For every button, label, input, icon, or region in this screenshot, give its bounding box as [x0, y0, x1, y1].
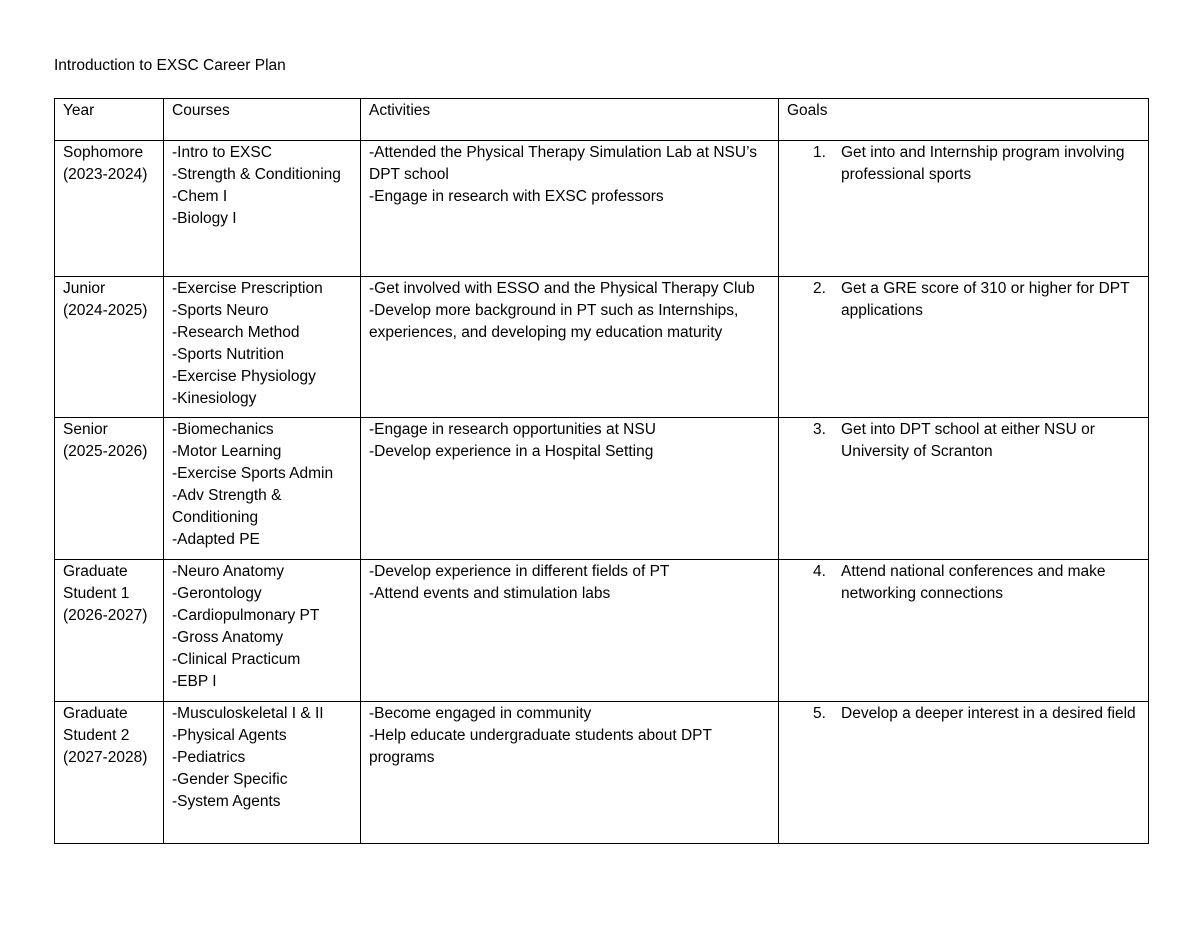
- goals-cell: [779, 418, 1149, 560]
- goal-text: Develop a deeper interest in a desired field: [841, 705, 1136, 722]
- year-cell: [55, 418, 164, 560]
- course-item: -Adapted PE: [172, 531, 260, 548]
- year-line: (2024-2025): [63, 302, 148, 319]
- goal-number: 1.: [813, 144, 826, 161]
- activities-cell: [361, 560, 779, 702]
- activity-item: -Develop more background in PT such as Internships, experiences, and developing my education maturity: [369, 302, 739, 341]
- courses-cell: [164, 277, 361, 418]
- goal-text: Get into DPT school at either NSU or University of Scranton: [841, 421, 1095, 460]
- course-item: -Pediatrics: [172, 749, 246, 766]
- course-item: -Neuro Anatomy: [172, 563, 284, 580]
- course-item: -Research Method: [172, 324, 300, 341]
- goals-cell: [779, 702, 1149, 844]
- activity-item: -Engage in research with EXSC professors: [369, 188, 664, 205]
- course-item: -Clinical Practicum: [172, 651, 301, 668]
- year-line: Student 1: [63, 585, 130, 602]
- year-line: (2025-2026): [63, 443, 148, 460]
- goal-item: [787, 561, 1140, 605]
- courses-cell: [164, 560, 361, 702]
- activities-cell: [361, 702, 779, 844]
- course-item: -Sports Neuro: [172, 302, 269, 319]
- year-cell: [55, 560, 164, 702]
- activity-item: -Engage in research opportunities at NSU: [369, 421, 656, 438]
- year-line: Sophomore: [63, 144, 144, 161]
- activity-item: -Help educate undergraduate students about DPT programs: [369, 727, 712, 766]
- courses-cell: [164, 141, 361, 277]
- goals-cell: [779, 141, 1149, 277]
- course-item: -Motor Learning: [172, 443, 282, 460]
- course-item: -Adv Strength & Conditioning: [172, 487, 282, 526]
- activity-item: -Get involved with ESSO and the Physical Therapy Club: [369, 280, 755, 297]
- course-item: -Physical Agents: [172, 727, 287, 744]
- course-item: -Chem I: [172, 188, 228, 205]
- header-goals: Goals: [779, 99, 1149, 141]
- career-plan-table: [54, 98, 1149, 844]
- course-item: -Biomechanics: [172, 421, 274, 438]
- year-line: (2026-2027): [63, 607, 148, 624]
- header-year: Year: [55, 99, 164, 141]
- table-row: [55, 418, 1149, 560]
- header-courses: Courses: [164, 99, 361, 141]
- goals-cell: [779, 277, 1149, 418]
- activity-item: -Attended the Physical Therapy Simulation Lab at NSU’s DPT school: [369, 144, 757, 183]
- activities-cell: [361, 141, 779, 277]
- course-item: -Biology I: [172, 210, 237, 227]
- course-item: -Kinesiology: [172, 390, 257, 407]
- course-item: -Gerontology: [172, 585, 262, 602]
- table-row: [55, 702, 1149, 844]
- course-item: -Intro to EXSC: [172, 144, 272, 161]
- year-line: (2023-2024): [63, 166, 148, 183]
- year-cell: [55, 702, 164, 844]
- table-row: [55, 277, 1149, 418]
- courses-cell: [164, 702, 361, 844]
- year-line: Student 2: [63, 727, 130, 744]
- goal-text: Get into and Internship program involving professional sports: [841, 144, 1125, 183]
- activity-item: -Develop experience in different fields of PT: [369, 563, 670, 580]
- course-item: -Strength & Conditioning: [172, 166, 341, 183]
- goal-number: 2.: [813, 280, 826, 297]
- course-item: -Gross Anatomy: [172, 629, 284, 646]
- table-header-row: [55, 99, 1149, 141]
- goal-text: Attend national conferences and make networking connections: [841, 563, 1106, 602]
- table-row: [55, 560, 1149, 702]
- year-line: Junior: [63, 280, 106, 297]
- goals-cell: [779, 560, 1149, 702]
- year-cell: [55, 277, 164, 418]
- course-item: -EBP I: [172, 673, 217, 690]
- activity-item: -Become engaged in community: [369, 705, 592, 722]
- course-item: -Cardiopulmonary PT: [172, 607, 320, 624]
- header-activities: Activities: [361, 99, 779, 141]
- course-item: -Exercise Sports Admin: [172, 465, 334, 482]
- goal-item: [787, 419, 1140, 463]
- goal-item: [787, 703, 1140, 725]
- courses-cell: [164, 418, 361, 560]
- document-title: Introduction to EXSC Career Plan: [54, 57, 286, 74]
- goal-item: [787, 278, 1140, 322]
- year-line: (2027-2028): [63, 749, 148, 766]
- course-item: -System Agents: [172, 793, 281, 810]
- course-item: -Sports Nutrition: [172, 346, 284, 363]
- goal-number: 3.: [813, 421, 826, 438]
- course-item: -Musculoskeletal I & II: [172, 705, 324, 722]
- activities-cell: [361, 418, 779, 560]
- goal-number: 5.: [813, 705, 826, 722]
- goal-item: [787, 142, 1140, 186]
- activities-cell: [361, 277, 779, 418]
- goal-number: 4.: [813, 563, 826, 580]
- table-row: [55, 141, 1149, 277]
- course-item: -Exercise Physiology: [172, 368, 316, 385]
- year-line: Senior: [63, 421, 108, 438]
- goal-text: Get a GRE score of 310 or higher for DPT applications: [841, 280, 1130, 319]
- activity-item: -Attend events and stimulation labs: [369, 585, 611, 602]
- year-cell: [55, 141, 164, 277]
- year-line: Graduate: [63, 563, 128, 580]
- course-item: -Exercise Prescription: [172, 280, 323, 297]
- activity-item: -Develop experience in a Hospital Setting: [369, 443, 654, 460]
- course-item: -Gender Specific: [172, 771, 288, 788]
- year-line: Graduate: [63, 705, 128, 722]
